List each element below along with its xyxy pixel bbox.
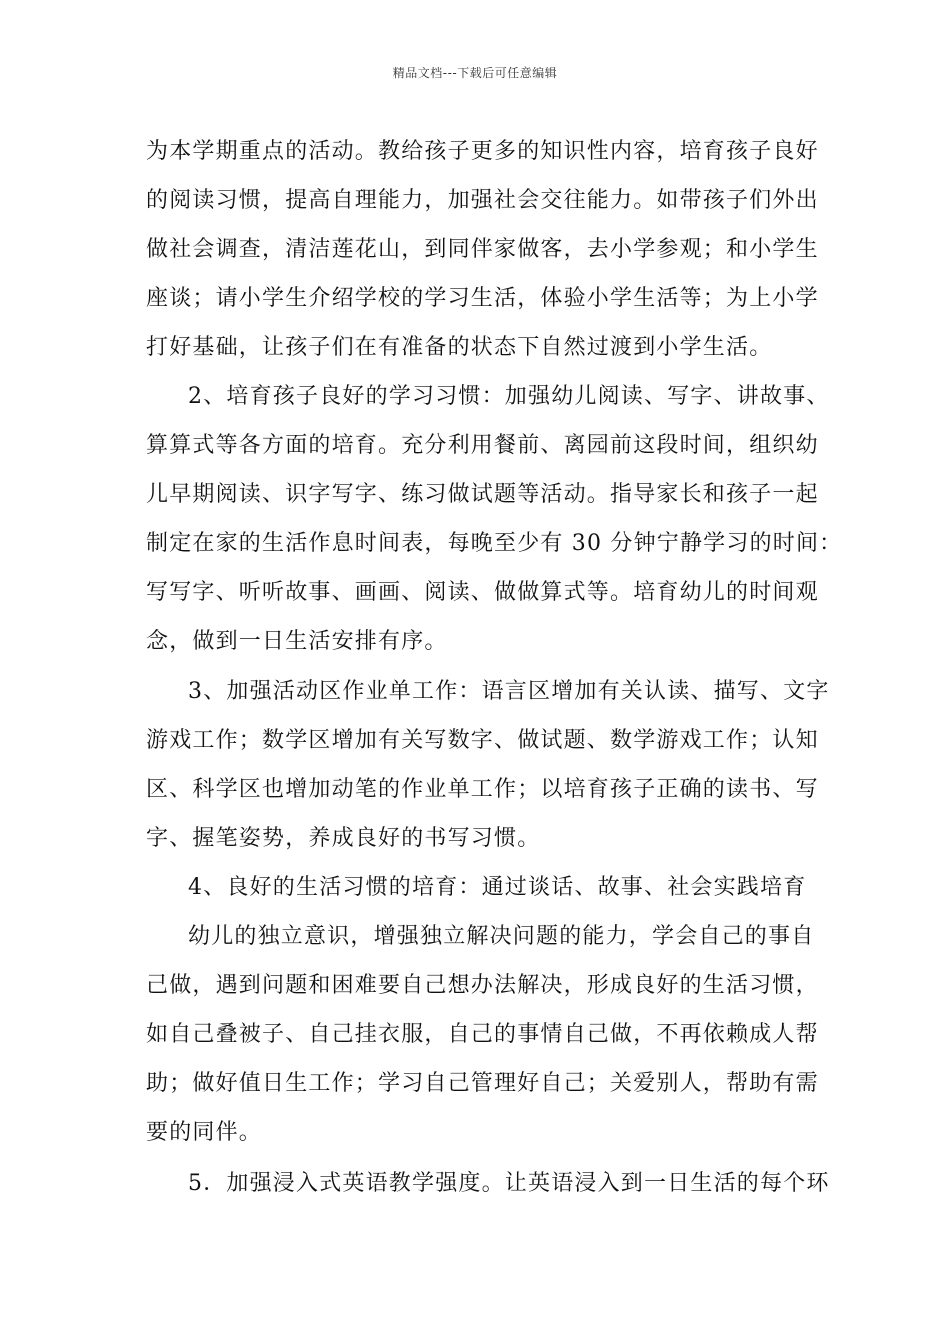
text-line: 字、握笔姿势，养成良好的书写习惯。: [146, 826, 541, 851]
text-line: 座谈；请小学生介绍学校的学习生活，体验小学生活等；为上小学: [146, 286, 819, 311]
text-line: 写写字、听听故事、画画、阅读、做做算式等。培育幼儿的时间观: [146, 580, 819, 605]
text-line: 打好基础，让孩子们在有准备的状态下自然过渡到小学生活。: [146, 335, 773, 360]
text-line: 4、良好的生活习惯的培育：通过谈话、故事、社会实践培育: [188, 875, 807, 900]
text-line: 区、科学区也增加动笔的作业单工作；以培育孩子正确的读书、写: [146, 777, 819, 802]
text-line: 儿早期阅读、识字写字、练习做试题等活动。指导家长和孩子一起: [146, 482, 819, 507]
text-line: 念，做到一日生活安排有序。: [146, 629, 448, 654]
text-line: 幼儿的独立意识，增强独立解决问题的能力，学会自己的事自: [188, 924, 815, 949]
text-line: 己做，遇到问题和困难要自己想办法解决，形成良好的生活习惯，: [146, 973, 819, 998]
text-line: 助；做好值日生工作；学习自己管理好自己；关爱别人，帮助有需: [146, 1071, 819, 1096]
text-line: 3、加强活动区作业单工作：语言区增加有关认读、描写、文字: [188, 679, 830, 704]
text-line: 游戏工作；数学区增加有关写数字、做试题、数学游戏工作；认知: [146, 728, 819, 753]
text-line: 5．加强浸入式英语教学强度。让英语浸入到一日生活的每个环: [188, 1171, 830, 1196]
text-line: 算算式等各方面的培育。充分利用餐前、离园前这段时间，组织幼: [146, 433, 819, 458]
page-header: 精品文档---下载后可任意编辑: [392, 66, 558, 80]
text-line: 为本学期重点的活动。教给孩子更多的知识性内容，培育孩子良好: [146, 139, 819, 164]
text-line: 做社会调查，清洁莲花山，到同伴家做客，去小学参观；和小学生: [146, 237, 819, 262]
text-line: 2、培育孩子良好的学习习惯：加强幼儿阅读、写字、讲故事、: [188, 384, 830, 409]
text-line: 制定在家的生活作息时间表，每晚至少有 30 分钟宁静学习的时间：: [146, 531, 843, 556]
text-line: 要的同伴。: [146, 1120, 263, 1145]
text-line: 的阅读习惯，提高自理能力，加强社会交往能力。如带孩子们外出: [146, 188, 819, 213]
text-line: 如自己叠被子、自己挂衣服，自己的事情自己做，不再依赖成人帮: [146, 1022, 819, 1047]
